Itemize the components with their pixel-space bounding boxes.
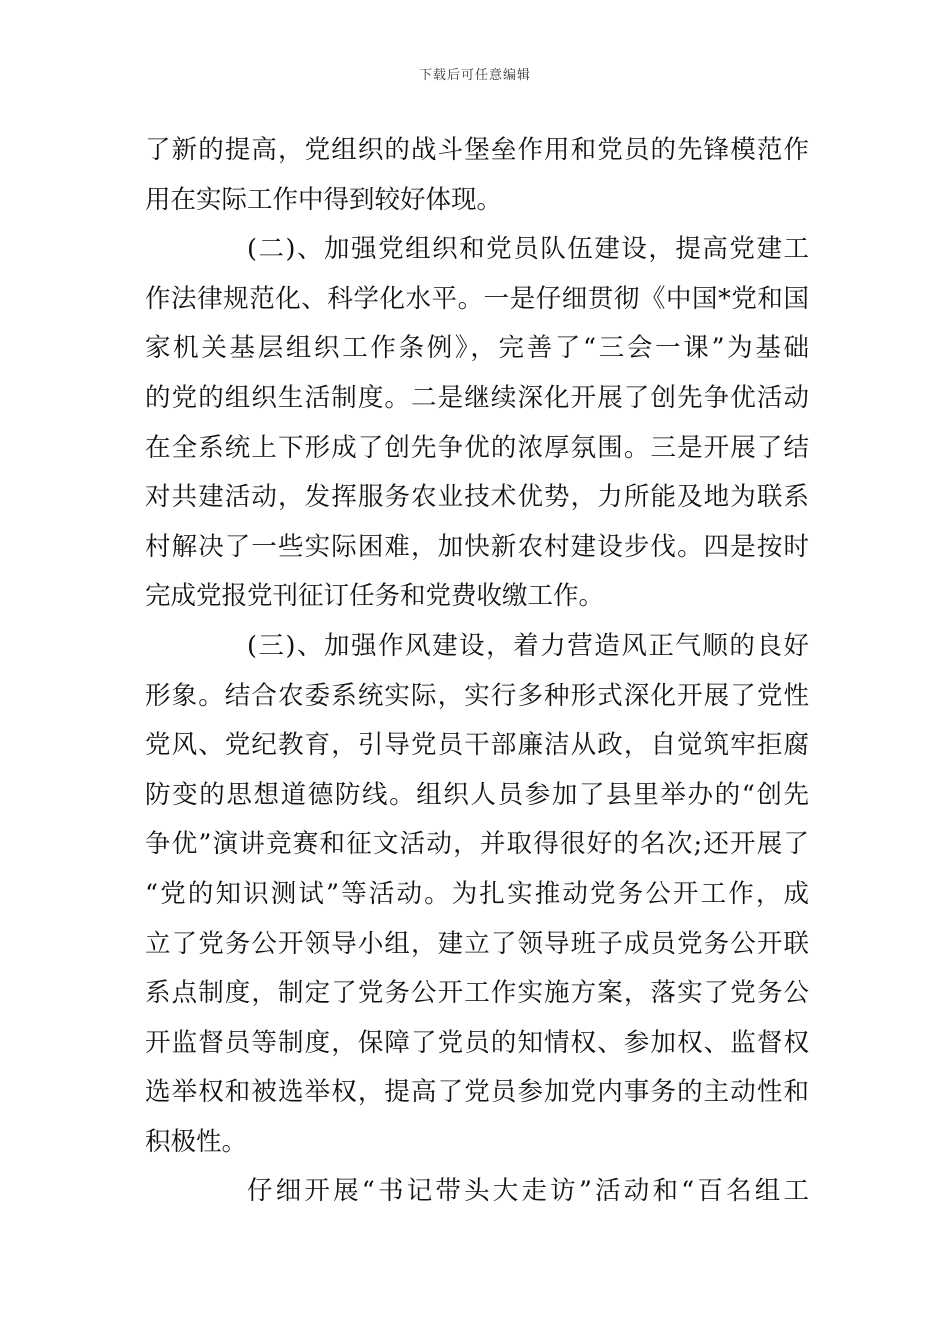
document-body xyxy=(145,126,809,1217)
text-line: 用在实际工作中得到较好体现。 xyxy=(145,184,503,215)
text-line: 在全系统上下形成了创先争优的浓厚氛围。三是开展了结 xyxy=(145,432,809,463)
text-line: 争优”演讲竞赛和征文活动，并取得很好的名次;还开展了 xyxy=(145,829,809,860)
text-line: 防变的思想道德防线。组织人员参加了县里举办的“创先 xyxy=(145,779,809,810)
text-line: 了新的提高，党组织的战斗堡垒作用和党员的先锋模范作 xyxy=(145,135,809,165)
paragraph-heading-line: (二)、加强党组织和党员队伍建设，提高党建工 xyxy=(247,234,809,265)
text-line: 积极性。 xyxy=(145,1126,248,1157)
text-line: 家机关基层组织工作条例》，完善了“三会一课”为基础 xyxy=(145,333,809,364)
text-line: “党的知识测试”等活动。为扎实推动党务公开工作，成 xyxy=(145,878,809,909)
paragraph-heading-line: (三)、加强作风建设，着力营造风正气顺的良好 xyxy=(247,630,809,661)
text-line: 党风、党纪教育，引导党员干部廉洁从政，自觉筑牢拒腐 xyxy=(145,730,809,761)
text-line: 作法律规范化、科学化水平。一是仔细贯彻《中国*党和国 xyxy=(145,283,809,314)
text-line: 完成党报党刊征订任务和党费收缴工作。 xyxy=(145,581,605,612)
text-line: 村解决了一些实际困难，加快新农村建设步伐。四是按时 xyxy=(145,531,809,562)
text-line: 对共建活动，发挥服务农业技术优势，力所能及地为联系 xyxy=(145,482,809,513)
text-line: 选举权和被选举权，提高了党员参加党内事务的主动性和 xyxy=(145,1077,809,1108)
text-line: 系点制度，制定了党务公开工作实施方案，落实了党务公 xyxy=(145,978,809,1009)
text-line: 的党的组织生活制度。二是继续深化开展了创先争优活动 xyxy=(145,382,809,413)
paragraph-start-line: 仔细开展“书记带头大走访”活动和“百名组工 xyxy=(247,1176,809,1207)
text-line: 开监督员等制度，保障了党员的知情权、参加权、监督权 xyxy=(145,1027,809,1058)
page-header: 下载后可任意编辑 xyxy=(418,68,531,83)
text-line: 立了党务公开领导小组，建立了领导班子成员党务公开联 xyxy=(145,928,809,959)
text-line: 形象。结合农委系统实际，实行多种形式深化开展了党性 xyxy=(145,680,809,711)
